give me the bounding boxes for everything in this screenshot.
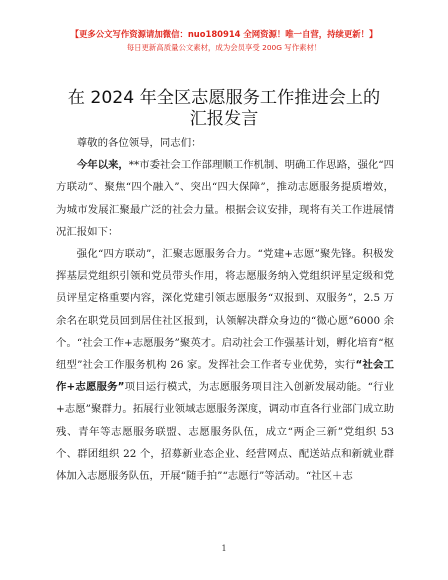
page-number: 1 xyxy=(221,544,227,553)
promo-banner-line-1: 【更多公文写作资源请加微信：nuo180914 全网资源！唯一自营，持续更新！】 xyxy=(70,29,378,39)
paragraph-2-text-a: 强化“四方联动”，汇聚志愿服务合力。“党建+志愿”聚先锋。积极发挥基层党组织引领和党员带头作用，将志愿服务纳入党组织评星定级和党员评星定格重要内容，深化党建引领志愿服务“双报到、双服务”，2.5 万余名在职党员回到居住社区报到，认领解决群众身边的“微心愿”6000 余个。“社会工作+志愿服务”聚英才。启动社会工作强基计划，孵化培育“枢纽型”社会工作服务机构 26 家。发挥社会工作者专业优势，实行 xyxy=(56,248,394,372)
promo-banner-line-2: 每日更新高质量公文素材，成为会员享受 200G 写作素材！ xyxy=(126,43,322,52)
paragraph-2 xyxy=(56,243,394,487)
paragraph-2-emphasis: “社会工作+志愿服务” xyxy=(56,359,394,394)
paragraph-1 xyxy=(56,154,394,243)
document-title: 在 2024 年全区志愿服务工作推进会上的汇报发言 xyxy=(67,88,381,129)
paragraph-1-text: **市委社会工作部理顺工作机制、明确工作思路，强化“四方联动”、聚焦“四个融入”、突出“四大保障”，推动志愿服务提质增效，为城市发展汇聚最广泛的社会力量。根据会议安排，现将有关工作进展情况汇报如下： xyxy=(56,159,394,238)
salutation: 尊敬的各位领导，同志们： xyxy=(76,137,202,149)
paragraph-1-lead: 今年以来， xyxy=(76,159,129,172)
document-body xyxy=(56,132,394,487)
paragraph-2-text-b: 项目运行模式，为志愿服务项目注入创新发展动能。“行业+志愿”聚群力。拓展行业领域志愿服务深度，调动市直各行业部门成立助残、青年等志愿服务联盟、志愿服务队伍，成立“两企三新”党组织 53 个、群团组织 22 个，招募新业态企业、经营网点、配送站点和新就业群体加入志愿服务队伍，开展“随手拍”“志愿行”等活动。“社区＋志 xyxy=(56,381,394,483)
